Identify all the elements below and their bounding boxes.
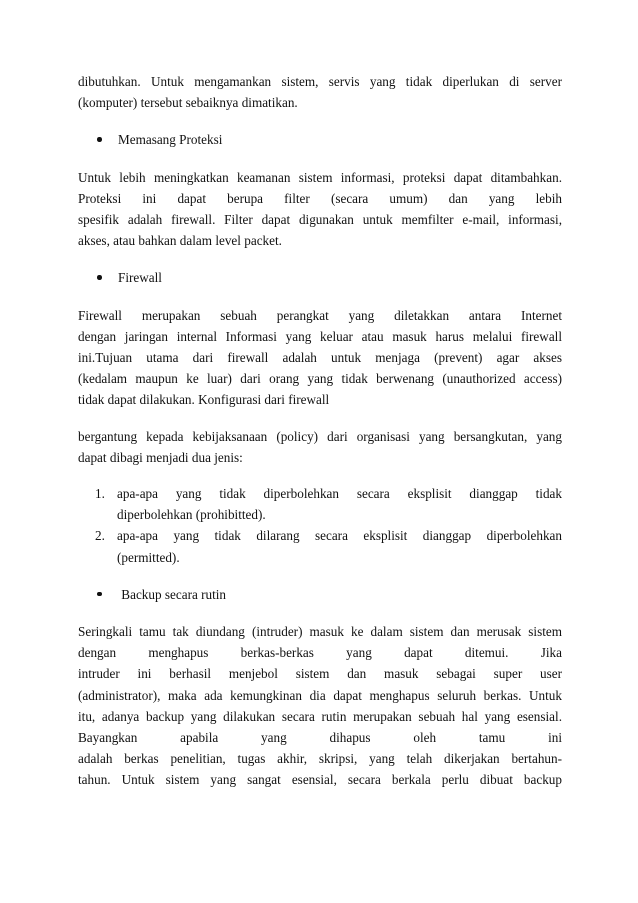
text-line: Firewall merupakan sebuah perangkat yang diletakkan antara Internet [78,307,562,323]
text-line: spesifik adalah firewall. Filter dapat digunakan untuk memfilter e-mail, informasi, [78,212,562,228]
bullet-item-proteksi [78,129,562,150]
bullet-label: Memasang Proteksi [118,132,223,148]
paragraph-proteksi [78,167,562,252]
text-line: dengan jaringan internal Informasi yang keluar atau masuk harus melalui firewall [78,328,562,344]
paragraph-firewall [78,305,562,411]
text-line: adalah berkas penelitian, tugas akhir, skripsi, yang telah dikerjakan bertahun- [78,751,562,767]
paragraph-backup [78,621,562,791]
text-line: akses, atau bahkan dalam level packet. [78,233,282,249]
text-line: diperbolehkan (prohibitted). [117,507,266,523]
text-line: dibutuhkan. Untuk mengamankan sistem, servis yang tidak diperlukan di server [78,74,562,89]
text-line: dengan menghapus berkas-berkas yang dapat ditemui. Jika [78,645,562,661]
text-line: intruder ini berhasil menjebol sistem dan masuk sebagai super user [78,666,562,682]
bullet-item-firewall [78,267,562,288]
text-line: itu, adanya backup yang dilakukan secara rutin merupakan sebuah hal yang esensial. [78,708,562,724]
text-line: (komputer) tersebut sebaiknya dimatikan. [78,95,298,111]
paragraph-policy [78,426,562,468]
bullet-dot-icon [97,592,102,597]
text-line: Seringkali tamu tak diundang (intruder) masuk ke dalam sistem dan merusak sistem [78,624,562,640]
list-number: 1. [95,486,105,502]
bullet-dot-icon [97,275,102,280]
numbered-list [78,483,562,568]
text-line: bergantung kepada kebijaksanaan (policy) dari organisasi yang bersangkutan, yang [78,428,562,444]
text-line: (administrator), maka ada kemungkinan dia dapat menghapus seluruh berkas. Untuk [78,687,562,703]
paragraph-server-services [78,71,562,113]
text-line: tahun. Untuk sistem yang sangat esensial, secara berkala perlu dibuat backup [78,772,562,788]
bullet-dot-icon [97,137,102,142]
text-line: tidak dapat dilakukan. Konfigurasi dari firewall [78,392,330,408]
text-line: Untuk lebih meningkatkan keamanan sistem informasi, proteksi dapat ditambahkan. [78,169,562,185]
list-item [78,483,562,525]
text-line: dapat dibagi menjadi dua jenis: [78,449,243,465]
text-line: Proteksi ini dapat berupa filter (secara umum) dan yang lebih [78,190,562,206]
text-line: apa-apa yang tidak dilarang secara eksplisit dianggap diperbolehkan [117,528,562,544]
text-line: ini.Tujuan utama dari firewall adalah untuk menjaga (prevent) agar akses [78,350,562,366]
bullet-label: Backup secara rutin [118,586,227,602]
list-item [78,525,562,567]
list-number: 2. [95,528,105,544]
text-line: Bayangkan apabila yang dihapus oleh tamu ini [78,730,562,746]
bullet-label: Firewall [118,270,162,286]
text-line: (permitted). [117,549,180,565]
text-line: apa-apa yang tidak diperbolehkan secara eksplisit dianggap tidak [117,486,562,502]
bullet-item-backup [78,584,562,605]
text-line: (kedalam maupun ke luar) dari orang yang tidak berwenang (unauthorized access) [78,371,562,387]
